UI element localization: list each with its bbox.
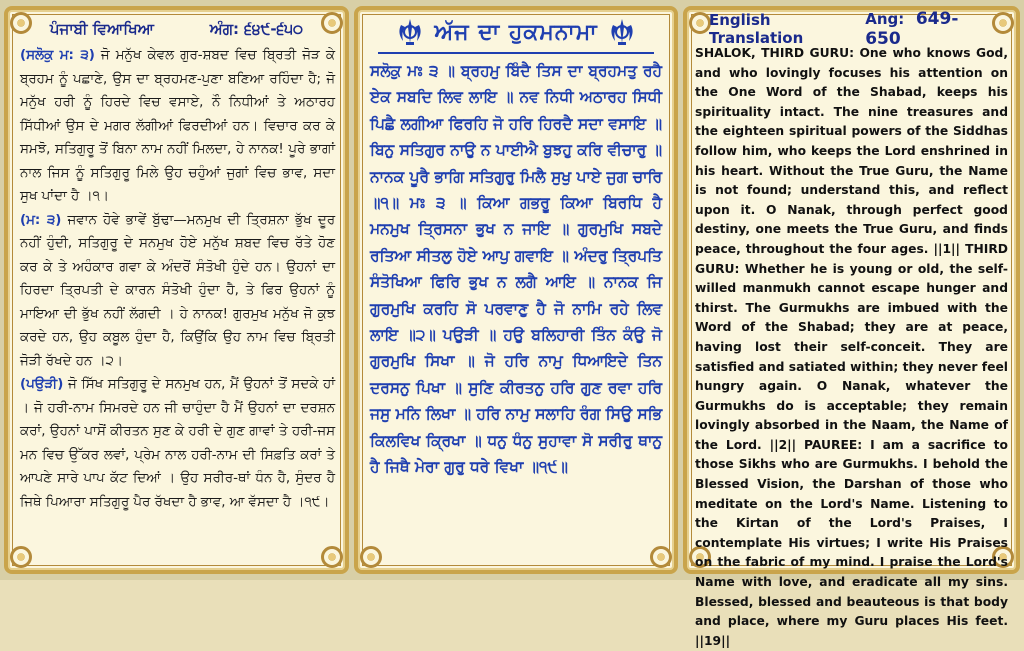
ang-value: 649-650 bbox=[865, 9, 959, 49]
explanation-paragraph bbox=[20, 44, 335, 209]
ang-label: Ang: bbox=[865, 10, 905, 28]
khanda-icon bbox=[396, 17, 424, 47]
english-translation-panel bbox=[683, 6, 1020, 648]
punjabi-panel-header bbox=[22, 16, 331, 42]
hukamnama-header bbox=[358, 12, 674, 52]
hukamnama-title: ਅੱਜ ਦਾ ਹੁਕਮਨਾਮਾ bbox=[434, 19, 598, 45]
explanation-paragraph bbox=[20, 209, 335, 374]
english-panel-ang bbox=[865, 9, 990, 49]
khanda-icon bbox=[608, 17, 636, 47]
paragraph-text: ਜਵਾਨ ਹੋਵੇ ਭਾਵੇਂ ਬੁੱਢਾ—ਮਨਮੁਖ ਦੀ ਤ੍ਰਿਸ਼ਨਾ ਭੁੱਖ ਦੂਰ ਨਹੀਂ ਹੁੰਦੀ, ਸਤਿਗੁਰੂ ਦੇ ਸਨਮੁਖ ਹੋਏ ਮਨੁੱਖ ਸ਼ਬਦ ਵਿਚ ਰੱਤੇ ਹੋਣ ਕਰ ਕੇ ਤੇ ਅਹੰਕਾਰ ਗਵਾ ਕੇ ਅੰਦਰੋਂ ਸੰਤੋਖੀ ਹੁੰਦੇ ਹਨ। ਉਹਨਾਂ ਦਾ ਹਿਰਦਾ ਤ੍ਰਿਪਤੀ ਦੇ ਕਾਰਨ ਸੰਤੋਖੀ ਹੁੰਦਾ ਹੈ, ਤੇ ਫਿਰ ਉਹਨਾਂ ਨੂੰ ਮਾਇਆ ਦੀ ਭੁੱਖ ਨਹੀਂ ਲੱਗਦੀ । ਹੇ ਨਾਨਕ! ਗੁਰਮੁਖ ਮਨੁੱਖ ਜੋ ਕੁਝ ਕਰਦੇ ਹਨ, ਉਹ ਕਬੂਲ ਹੁੰਦਾ ਹੈ, ਕਿਉਂਕਿ ਉਹ ਨਾਮ ਵਿਚ ਬ੍ਰਿਤੀ ਜੋੜੀ ਰੱਖਦੇ ਹਨ ।੨। bbox=[20, 212, 335, 369]
explanation-paragraph bbox=[20, 373, 335, 514]
punjabi-panel-title: ਪੰਜਾਬੀ ਵਿਆਖਿਆ bbox=[49, 20, 154, 38]
punjabi-explanation-panel bbox=[4, 6, 349, 574]
punjabi-explanation-text bbox=[20, 44, 335, 560]
hukamnama-text: ਸਲੋਕੁ ਮਃ ੩ ॥ ਬ੍ਰਹਮੁ ਬਿੰਦੈ ਤਿਸ ਦਾ ਬ੍ਰਹਮਤੁ ਰਹੈ ਏਕ ਸਬਦਿ ਲਿਵ ਲਾਇ ॥ ਨਵ ਨਿਧੀ ਅਠਾਰਹ ਸਿਧੀ ਪਿਛੈ ਲਗੀਆ ਫਿਰਹਿ ਜੋ ਹਰਿ ਹਿਰਦੈ ਸਦਾ ਵਸਾਇ ॥ ਬਿਨੁ ਸਤਿਗੁਰ ਨਾਉ ਨ ਪਾਈਐ ਬੁਝਹੁ ਕਰਿ ਵੀਚਾਰੁ ॥ ਨਾਨਕ ਪੂਰੈ ਭਾਗਿ ਸਤਿਗੁਰੁ ਮਿਲੈ ਸੁਖੁ ਪਾਏ ਜੁਗ ਚਾਰਿ ॥੧॥ ਮਃ ੩ ॥ ਕਿਆ ਗਭਰੂ ਕਿਆ ਬਿਰਧਿ ਹੈ ਮਨਮੁਖ ਤ੍ਰਿਸਨਾ ਭੁਖ ਨ ਜਾਇ ॥ ਗੁਰਮੁਖਿ ਸਬਦੇ ਰਤਿਆ ਸੀਤਲੁ ਹੋਏ ਆਪੁ ਗਵਾਇ ॥ ਅੰਦਰੁ ਤ੍ਰਿਪਤਿ ਸੰਤੋਖਿਆ ਫਿਰਿ ਭੁਖ ਨ ਲਗੈ ਆਇ ॥ ਨਾਨਕ ਜਿ ਗੁਰਮੁਖਿ ਕਰਹਿ ਸੋ ਪਰਵਾਣੁ ਹੈ ਜੋ ਨਾਮਿ ਰਹੇ ਲਿਵ ਲਾਇ ॥੨॥ ਪਉੜੀ ॥ ਹਉ ਬਲਿਹਾਰੀ ਤਿੰਨ ਕੰਉ ਜੋ ਗੁਰਮੁਖਿ ਸਿਖਾ ॥ ਜੋ ਹਰਿ ਨਾਮੁ ਧਿਆਇਦੇ ਤਿਨ ਦਰਸਨੁ ਪਿਖਾ ॥ ਸੁਣਿ ਕੀਰਤਨੁ ਹਰਿ ਗੁਣ ਰਵਾ ਹਰਿ ਜਸੁ ਮਨਿ ਲਿਖਾ ॥ ਹਰਿ ਨਾਮੁ ਸਲਾਹਿ ਰੰਗ ਸਿਉ ਸਭਿ ਕਿਲਵਿਖ ਕ੍ਰਿਖਾ ॥ ਧਨੁ ਧੰਨੁ ਸੁਹਾਵਾ ਸੋ ਸਰੀਰੁ ਥਾਨੁ ਹੈ ਜਿਥੈ ਮੇਰਾ ਗੁਰੁ ਧਰੇ ਵਿਖਾ ॥੧੯॥ bbox=[370, 62, 662, 477]
english-panel-title: English Translation bbox=[709, 11, 804, 47]
english-panel-header bbox=[701, 9, 1002, 49]
paragraph-label: (ਪਉੜੀ) bbox=[20, 377, 64, 392]
hukamnama-panel bbox=[354, 6, 678, 574]
paragraph-label: (ਮ: ੩) bbox=[20, 212, 62, 228]
english-translation-text: SHALOK, THIRD GURU: One who knows God, and who lovingly focuses his attention on the One Word of the Shabad, keeps his spirituality intact. The nine treasures and the eighteen spiritual powers of the Siddhas follow him, who keeps the Lord enshrined in his heart. Without the True Guru, the Name is not found; understand this, and reflect upon it. O Nanak, through perfect good destiny, one meets the True Guru, and finds peace, throughout the four ages. ||1|| THIRD GURU: Whether he is young or old, the self-willed manmukh cannot escape hunger and thirst. The Gurmukhs are imbued with the Word of the Shabad; they are at peace, having lost their self-conceit. They are satisfied and satiated within; they never feel hungry again. O Nanak, whatever the Gurmukhs do is acceptable; they remain lovingly absorbed in the Naam, the Name of the Lord. ||2|| PAUREE: I am a sacrifice to those Sikhs who are Gurmukhs. I behold the Blessed Vision, the Darshan of those who meditate on the Lord's Name. Listening to the Kirtan of the Lord's Praises, I contemplate His virtues; I write His Praises on the fabric of my mind. I praise the Lord's Name with love, and eradicate all my sins. Blessed, blessed and beauteous is that body and place, where my Guru places His feet. ||19|| bbox=[695, 46, 1008, 648]
paragraph-text: ਜੋ ਸਿੱਖ ਸਤਿਗੁਰੂ ਦੇ ਸਨਮੁਖ ਹਨ, ਮੈਂ ਉਹਨਾਂ ਤੋਂ ਸਦਕੇ ਹਾਂ । ਜੋ ਹਰੀ-ਨਾਮ ਸਿਮਰਦੇ ਹਨ ਜੀ ਚਾਹੁੰਦਾ ਹੈ ਮੈਂ ਉਹਨਾਂ ਦਾ ਦਰਸ਼ਨ ਕਰਾਂ, ਉਹਨਾਂ ਪਾਸੋਂ ਕੀਰਤਨ ਸੁਣ ਕੇ ਹਰੀ ਦੇ ਗੁਣ ਗਾਵਾਂ ਤੇ ਹਰੀ-ਜਸ ਮਨ ਵਿਚ ਉੱਕਰ ਲਵਾਂ, ਪ੍ਰੇਮ ਨਾਲ ਹਰੀ-ਨਾਮ ਦੀ ਸਿਫ਼ਤਿ ਕਰਾਂ ਤੇ ਆਪਣੇ ਸਾਰੇ ਪਾਪ ਕੱਟ ਦਿਆਂ । ਉਹ ਸਰੀਰ-ਥਾਂ ਧੰਨ ਹੈ, ਸੁੰਦਰ ਹੈ ਜਿਥੇ ਪਿਆਰਾ ਸਤਿਗੁਰੂ ਪੈਰ ਰੱਖਦਾ ਹੈ ਭਾਵ, ਆ ਵੱਸਦਾ ਹੈ ।੧੯। bbox=[20, 377, 335, 510]
title-divider bbox=[378, 52, 654, 54]
paragraph-text: ਜੋ ਮਨੁੱਖ ਕੇਵਲ ਗੁਰ-ਸ਼ਬਦ ਵਿਚ ਬ੍ਰਿਤੀ ਜੋੜ ਕੇ ਬ੍ਰਹਮ ਨੂੰ ਪਛਾਣੇ, ਉਸ ਦਾ ਬ੍ਰਹਮਣ-ਪੁਣਾ ਬਣਿਆ ਰਹਿੰਦਾ ਹੈ; ਜੋ ਮਨੁੱਖ ਹਰੀ ਨੂੰ ਹਿਰਦੇ ਵਿਚ ਵਸਾਏ, ਨੌ ਨਿਧੀਆਂ ਤੇ ਅਠਾਰਹ ਸਿੱਧੀਆਂ ਉਸ ਦੇ ਮਗਰ ਲੱਗੀਆਂ ਫਿਰਦੀਆਂ ਹਨ। ਵਿਚਾਰ ਕਰ ਕੇ ਸਮਝੋ, ਸਤਿਗੁਰੂ ਤੋਂ ਬਿਨਾ ਨਾਮ ਨਹੀਂ ਮਿਲਦਾ, ਹੇ ਨਾਨਕ! ਪੂਰੇ ਭਾਗਾਂ ਨਾਲ ਜਿਸ ਨੂੰ ਸਤਿਗੁਰੂ ਮਿਲੇ ਉਹ ਚਹੁੰਆਂ ਜੁਗਾਂ ਵਿਚ ਭਾਵ, ਸਦਾ ਸੁਖ ਪਾਂਦਾ ਹੈ ।੧। bbox=[20, 48, 335, 204]
paragraph-label: (ਸਲੋਕੁ ਮ: ੩) bbox=[20, 48, 95, 63]
punjabi-panel-ang: ਅੰਗ: ੬੪੯-੬੫੦ bbox=[209, 20, 304, 38]
